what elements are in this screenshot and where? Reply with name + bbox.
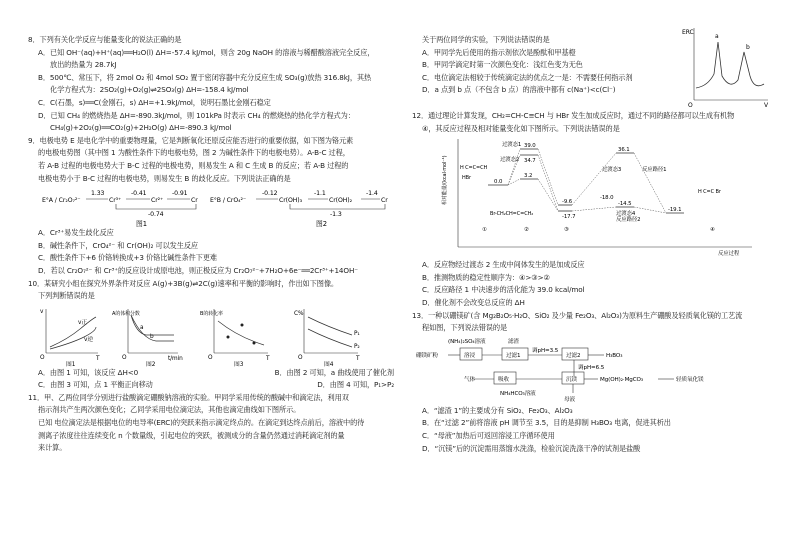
fig1-caption: 图1: [136, 220, 147, 228]
q8-option-a: A．已知 OH⁻(aq)+H⁺(aq)══H₂O(l) ΔH=-57.4 kJ/mol，则含 20g NaOH 的溶液与稀醋酸溶液完全反应，: [38, 47, 375, 57]
fig1-left-species: E°A / Cr₂O₇²⁻: [42, 197, 81, 205]
flow-chenmei: 沉镁: [566, 376, 577, 383]
flow-rongjin: 溶浸: [464, 352, 475, 359]
ts2-label: 过渡态2: [500, 157, 520, 164]
e-3.2: 3.2: [524, 173, 533, 180]
question-8: [28, 34, 394, 135]
flow-xishou: 吸收: [498, 376, 509, 383]
fig2-left-species: E°B / CrO₄²⁻: [210, 197, 247, 205]
fig1-origin: O: [40, 354, 45, 361]
flow-muye: 母液: [564, 396, 575, 403]
e-m9.6: -9.6: [562, 199, 573, 206]
fig2-caption: 图2: [146, 361, 156, 367]
fig2-value-2: -1.1: [314, 190, 326, 198]
fig4-origin: O: [298, 354, 303, 361]
fig1-label-vb: v逆: [84, 336, 94, 343]
flow-ph-6.5: 调pH=6.5: [578, 364, 605, 371]
q13-stem-1: 13．一种以硼镁矿(含 Mg₂B₂O₅·H₂O、SiO₂ 及少量 Fe₂O₃、Al₂O₃)为原料生产硼酸及轻质氧化镁的工艺流: [412, 310, 743, 320]
fig2-label-a: a: [140, 324, 144, 331]
q9-option-d: D．若以 Cr₂O₇²⁻ 和 Cr³⁺的反应设计成原电池，则正极反应为 Cr₂O₇²⁻+7H₂O+6e⁻══2Cr³⁺+14OH⁻: [38, 265, 358, 275]
q9-option-c: C．酸性条件下+6 价铬转换成+3 价铬比碱性条件下更难: [38, 253, 217, 263]
q11-stem-3: 已知 电位滴定法是根据电位的电导率(ERC)的突跃来指示滴定终点的。在滴定到达终点前后，溶液中的待: [38, 418, 365, 428]
right-column: [412, 29, 774, 455]
q13-option-a: A．“滤渣 1”的主要成分有 SiO₂、Fe₂O₃、Al₂O₃: [422, 405, 573, 415]
q13-option-b: B．在“过滤 2”前将溶液 pH 调节至 3.5，目的是抑制 H₃BO₃ 电离，促进其析出: [422, 418, 671, 428]
q12-stem-1: 12．通过理论计算发现，CH₂=CH-C≡CH 与 HBr 发生加成反应时，通过不同的路径都可以生成有机物: [412, 111, 735, 120]
q10-figure-4: [294, 309, 360, 367]
fig1-caption: 图1: [66, 361, 76, 367]
intermediate-2-structure: Br-CH₂CH=C=CH₂: [490, 211, 534, 218]
q8-option-c: C．C(石墨，s)══C(金刚石，s) ΔH=+1.9kJ/mol，说明石墨比金刚石稳定: [38, 97, 271, 107]
reactant-structure: H C=C=CH: [460, 165, 488, 172]
e-m18.0: -18.0: [600, 195, 614, 202]
label-circle-2: ②: [524, 227, 529, 234]
q13-option-d: D．“沉镁”后的沉淀需用蒸馏水洗涤，检验沉淀洗涤干净的试剂是盐酸: [422, 443, 641, 453]
e-m19.1: -19.1: [668, 207, 682, 214]
q11-option-c: C．电位滴定法相较于传统滴定法的优点之一是：不需要任何指示剂: [422, 72, 633, 82]
question-11: [28, 392, 394, 455]
q9-stem-4: 电极电势小于 B-C 过程的电极电势，则易发生 B 的歧化反应。下列说法正确的是: [38, 173, 291, 183]
ts3-label: 过渡态3: [602, 167, 622, 174]
ts1-label: 过渡态1: [502, 142, 522, 149]
flow-mgo: 轻质氧化镁: [676, 376, 704, 383]
e-m14.5: -14.5: [618, 201, 632, 208]
q11-option-b: B．甲同学滴定时第一次颜色变化：浅红色变为无色: [422, 60, 583, 70]
erc-axis-label: ERC: [682, 29, 694, 36]
question-10: [28, 278, 394, 392]
label-circle-4: ④: [710, 227, 715, 234]
fig2-origin: O: [122, 354, 127, 361]
fig2-label-b: b: [150, 333, 154, 340]
fig2-caption: 图2: [316, 220, 327, 228]
flow-guolv2: 过滤2: [566, 352, 581, 359]
q9-stem-2: 的电极电势图（其中图 1 为酸性条件下的电极电势，图 2 为碱性条件下的电极电势）。A-B-C 过程，: [38, 148, 350, 158]
q12-option-d: D．催化剂不会改变总反应的 ΔH: [422, 297, 525, 307]
fig2-axis-time: t/min: [168, 355, 183, 362]
fig2-bracket: [290, 204, 385, 209]
fig1-species-1: Cr³⁺: [109, 197, 122, 205]
erc-axis-v: V: [764, 102, 769, 108]
fig4-caption: 图4: [324, 361, 334, 367]
flow-ammonium-sulfate: (NH₄)₂SO₄溶液: [448, 338, 486, 345]
q10-option-b: B．由图 2 可知，a 曲线使用了催化剂: [274, 367, 394, 377]
q10-figures: [28, 303, 394, 367]
fig2-value-3: -1.4: [366, 190, 378, 198]
q10-options: [28, 367, 394, 380]
q13-option-c: C．“母液”加热后可返回溶浸工序循环使用: [422, 430, 555, 440]
e-34.7: 34.7: [524, 158, 536, 165]
q10-options-2: [28, 379, 394, 392]
fig3-point-1: [227, 335, 230, 338]
fig1-value-3: -0.91: [172, 190, 188, 198]
erc-point-b: b: [746, 44, 750, 51]
fig2-value-1: -0.12: [262, 190, 278, 198]
fig3-point-3: [253, 341, 256, 344]
e-0.0: 0.0: [494, 179, 503, 186]
q9-potential-diagrams: [28, 185, 394, 227]
erc-point-a: a: [715, 33, 719, 40]
reactant-hbr: HBr: [462, 175, 471, 182]
q10-stem-1: 10．某研究小组在探究外界条件对反应 A(g)+3B(g)⇌2C(g)速率和平衡的影响时，作出如下图像。: [28, 278, 338, 288]
q11-stem-5: 来计算。: [38, 443, 67, 453]
question-12: [412, 110, 774, 310]
q12-option-a: A．反应物经过渡态 2 生成中间体发生的是加成反应: [422, 260, 585, 270]
fig1-label-va: v正: [78, 319, 88, 326]
question-11-cont: [412, 29, 774, 110]
fig4-axis-y: C%: [294, 310, 304, 317]
fig1-species-2: Cr²⁺: [151, 197, 164, 205]
q9-stem-3: 若 A-B 过程的电极电势大于 B-C 过程的电极电势，则易发生 A 和 C 生成 B 的反应；若 A-B 过程的: [38, 160, 349, 170]
flow-h3bo3: H₃BO₃: [606, 352, 623, 359]
fig4-axis-t: T: [356, 355, 360, 362]
q11-stem-4: 测离子浓度往往连续变化 n 个数量级，引起电位的突跃，被测成分的含量仍然通过消耗滴定剂的量: [38, 430, 345, 440]
product-structure: H C=C Br: [698, 189, 721, 196]
fig3-caption: 图3: [234, 361, 244, 367]
erc-curve: [696, 42, 764, 88]
flow-gas: 气体: [464, 376, 475, 383]
fig1-bracket: [116, 204, 196, 209]
q13-stem-2: 程如图，下列说法错误的是: [422, 323, 508, 333]
q12-option-b: B．推测物质的稳定性顺序为：④>③>②: [422, 272, 550, 282]
q12-option-c: C．反应路径 1 中决速步的活化能为 39.0 kcal/mol: [422, 285, 585, 295]
fig2-species-1: Cr(OH)₃: [279, 197, 302, 205]
path2-label: 反应路径2: [616, 217, 641, 224]
fig2-curve-a: [131, 315, 174, 335]
flow-nh4hco3: NH₄HCO₃溶液: [500, 390, 536, 397]
q9-option-a: A．Cr³⁺易发生歧化反应: [38, 228, 114, 238]
left-column: [28, 34, 394, 455]
q13-flowchart: [412, 335, 774, 405]
fig3-point-2: [241, 323, 244, 326]
q9-stem-1: 9．电极电势 E 是电化学中的重要物理量，它是判断氧化还原反应能否进行的重要依据，如下图为铬元素: [28, 135, 354, 145]
q9-figure-1: [42, 190, 198, 227]
fig2-species-2: Cr(OH)₂: [329, 197, 352, 205]
fig4-curve-p2: [308, 329, 352, 347]
ts4-label: 过渡态4: [616, 211, 636, 218]
q8-option-a-cont: 放出的热量为 28.7kJ: [50, 60, 117, 70]
q10-figure-3: [200, 309, 270, 367]
flow-filter-residue: 滤渣: [508, 338, 519, 345]
q11-titration-curve: [678, 24, 774, 108]
q11-question: 关于两位同学的实验，下列说法错误的是: [422, 35, 550, 44]
fig1-species-3: Cr: [191, 197, 198, 205]
label-circle-1: ①: [482, 227, 487, 234]
e-36.1: 36.1: [618, 147, 630, 154]
q11-stem-2: 指示剂共产生两次颜色变化；乙同学采用电位滴定法，其他也滴定曲线如下图所示。: [38, 405, 301, 415]
fig3-origin: O: [208, 354, 213, 361]
q8-option-d-cont: CH₄(g)+2O₂(g)══CO₂(g)+2H₂O(g) ΔH=-890.3 kJ/mol: [50, 123, 232, 133]
q10-option-c: C．由图 3 可知，点 1 平衡正向移动: [38, 380, 153, 390]
fig1-value-4: -0.74: [148, 211, 164, 219]
q11-option-a: A．甲同学先后使用的指示剂依次是酚酞和甲基橙: [422, 47, 576, 57]
e-39.0: 39.0: [524, 143, 536, 150]
q8-stem: 8．下列有关化学反应与能量变化的说法正确的是: [28, 35, 182, 44]
q10-stem-2: 下列判断错误的是: [38, 291, 95, 301]
q12-stem-2: ④，其反应过程及相对能量变化如下图所示。下列说法错误的是: [422, 123, 620, 133]
path1-label: 反应路径1: [642, 167, 667, 174]
erc-origin: O: [688, 102, 693, 108]
fig2-value-4: -1.3: [330, 211, 342, 219]
flow-guolv1: 过滤1: [506, 352, 521, 359]
q11-stem-1: 11．甲、乙两位同学分别进行盐酸滴定硼酸钠溶液的实验。甲同学采用传统的酸碱中和滴定法，利用双: [28, 392, 349, 402]
energy-y-label: 相对能量/(kcal·mol⁻¹): [442, 155, 448, 206]
q8-option-d: D．已知 CH₄ 的燃烧热是 ΔH=-890.3kJ/mol，则 101kPa 时表示 CH₄ 的燃烧热的热化学方程式为：: [38, 110, 355, 120]
label-circle-3: ③: [564, 227, 569, 234]
q10-figure-1: [40, 309, 100, 367]
q8-option-b: B．500℃、常压下，将 2mol O₂ 和 4mol SO₂ 置于密闭容器中充分反应生成 SO₃(g)放热 316.8kJ，其热: [38, 72, 372, 82]
e-m17.7: -17.7: [562, 214, 576, 221]
q9-option-b: B．碱性条件下，CrO₄²⁻ 和 Cr(OH)₂ 可以发生反应: [38, 240, 199, 250]
energy-x-label: 反应过程: [718, 251, 740, 258]
question-13: [412, 310, 774, 456]
fig1-value-2: -0.41: [131, 190, 147, 198]
fig4-label-p2: P₂: [354, 343, 360, 350]
q8-option-b-cont: 化学方程式为：2SO₂(g)+O₂(g)⇌2SO₃(g) ΔH=-158.4 kJ/mol: [50, 85, 249, 95]
fig1-value-1: 1.33: [91, 190, 105, 198]
q10-option-d: D．由图 4 可知，P₁>P₂: [317, 380, 394, 390]
fig1-axis-t: T: [96, 355, 100, 362]
question-9: [28, 135, 394, 278]
flow-product: Mg(OH)₂·MgCO₃: [600, 376, 643, 383]
q12-energy-diagram: [412, 135, 774, 259]
fig4-label-p1: P₁: [354, 330, 360, 337]
flow-ph-3.5: 调pH=3.5: [532, 347, 559, 354]
q10-option-a: A．由图 1 可知，该反应 ΔH<0: [38, 367, 139, 377]
flow-ore: 硼镁矿粉: [416, 352, 438, 359]
fig2-species-3: Cr: [381, 197, 388, 205]
fig2-axis-y: A的体积分数: [112, 310, 140, 317]
q9-figure-2: [210, 190, 388, 227]
fig3-axis-y: B的转化率: [200, 310, 223, 317]
q11-option-d: D．a 点到 b 点（不包含 b 点）的溶液中都有 c(Na⁺)<c(Cl⁻): [422, 85, 616, 95]
fig3-axis-t: T: [266, 355, 270, 362]
fig1-axis-v: v: [40, 308, 44, 315]
q10-figure-2: [112, 309, 183, 367]
